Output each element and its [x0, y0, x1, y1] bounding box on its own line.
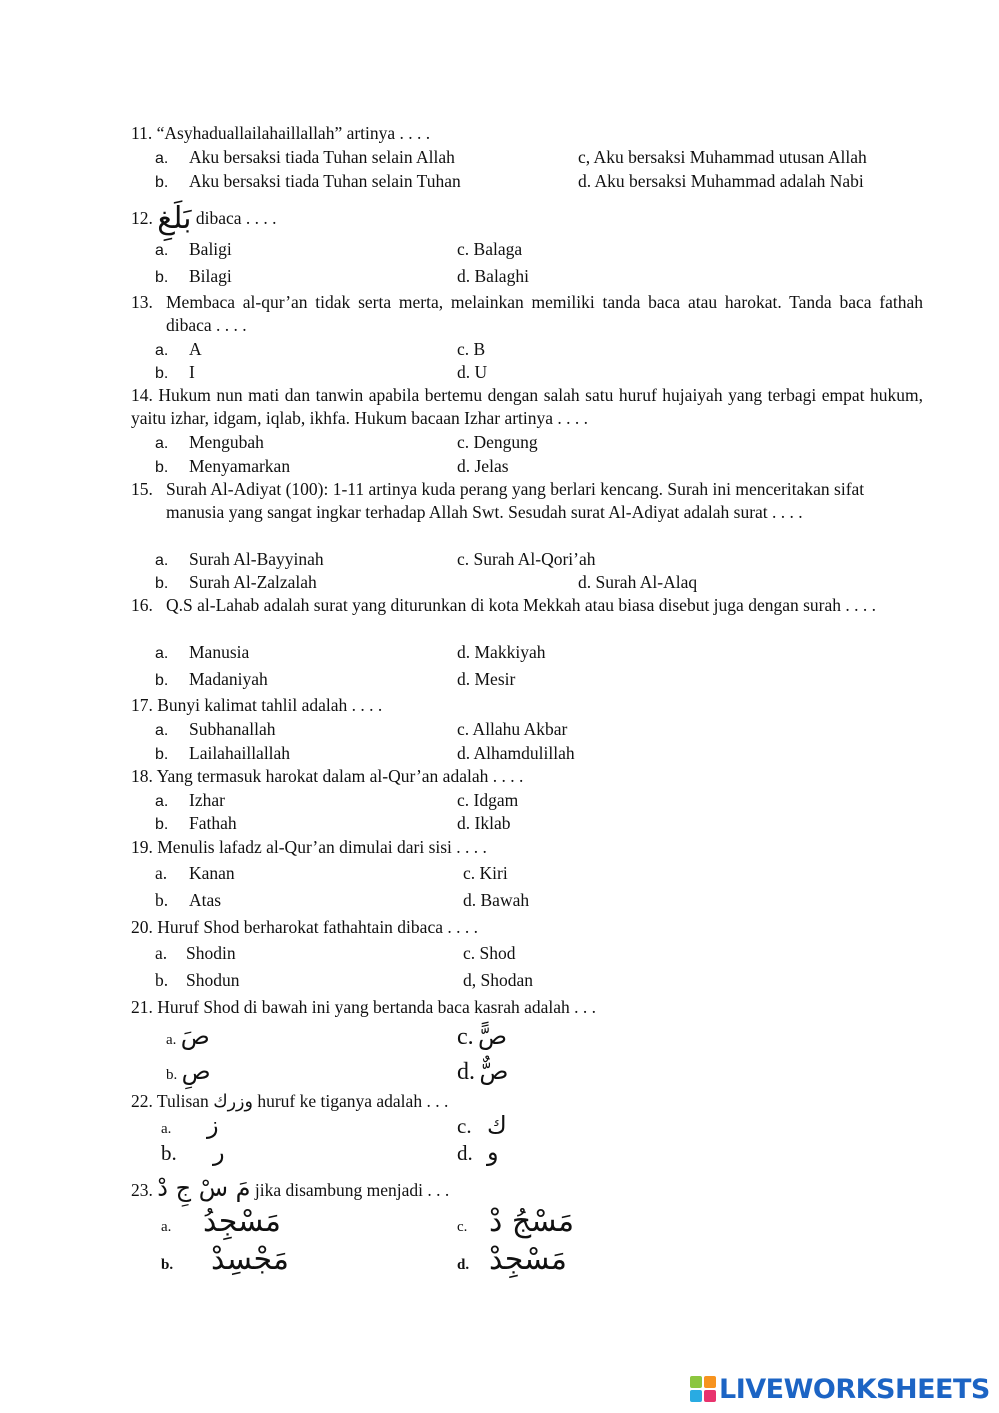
question-15-stem: Surah Al-Adiyat (100): 1-11 artinya kuda perang yang berlari kencang. Surah ini menceritakan sifat manusia yang sangat ingkar terhadap Allah Swt. Sesudah surat Al-Adiyat adalah surat . . . .: [166, 479, 865, 522]
q16-option-b[interactable]: b. Madaniyah: [155, 669, 268, 689]
q17-option-c[interactable]: c. Allahu Akbar: [457, 719, 568, 739]
question-21-stem: 21. Huruf Shod di bawah ini yang bertanda baca kasrah adalah . . .: [131, 997, 597, 1017]
q23-arabic-letters: مَ سْ جِ دْ: [157, 1174, 251, 1202]
q21-option-b[interactable]: b. صِ: [166, 1057, 211, 1085]
question-16-number: 16.: [131, 595, 153, 615]
q18-option-c[interactable]: c. Idgam: [457, 790, 519, 810]
question-22-stem: 22. Tulisan وزرك huruf ke tiganya adalah . . .: [131, 1091, 449, 1112]
q19-option-c[interactable]: c. Kiri: [463, 863, 508, 883]
question-19-stem: 19. Menulis lafadz al-Qur’an dimulai dari sisi . . . .: [131, 837, 487, 857]
q11-option-d[interactable]: d. Aku bersaksi Muhammad adalah Nabi: [578, 171, 864, 191]
q12-arabic-word: بَلَغِ: [157, 201, 192, 236]
question-16-stem: Q.S al-Lahab adalah surat yang diturunkan di kota Mekkah atau biasa disebut juga dengan surah . . . .: [166, 595, 877, 615]
q12-option-c[interactable]: c. Balaga: [457, 239, 523, 259]
q14-option-a[interactable]: a. Mengubah: [155, 432, 264, 452]
q13-option-b[interactable]: b. I: [155, 362, 195, 382]
q15-option-d[interactable]: d. Surah Al-Alaq: [578, 572, 698, 592]
brand-name: LIVEWORKSHEETS: [719, 1373, 990, 1405]
question-23-stem: 23. مَ سْ جِ دْ jika disambung menjadi . . .: [131, 1174, 450, 1202]
q16-option-d[interactable]: d. Mesir: [457, 669, 516, 689]
question-12-stem: 12. بَلَغِ dibaca . . . .: [131, 201, 277, 236]
q14-option-b[interactable]: b. Menyamarkan: [155, 456, 291, 476]
q21-option-d[interactable]: d. صٌّ: [457, 1057, 509, 1085]
q18-option-d[interactable]: d. Iklab: [457, 813, 511, 833]
liveworksheets-logo[interactable]: [690, 1374, 990, 1404]
question-13-stem: Membaca al-qur’an tidak serta merta, melainkan memiliki tanda baca atau harokat. Tanda baca fathah dibaca . . . .: [166, 292, 923, 335]
q12-option-d[interactable]: d. Balaghi: [457, 266, 529, 286]
q23-option-a[interactable]: a. مَسْجِدُ: [161, 1204, 281, 1239]
q15-option-b[interactable]: b. Surah Al-Zalzalah: [155, 572, 317, 592]
q11-option-c[interactable]: c, Aku bersaksi Muhammad utusan Allah: [578, 147, 867, 167]
question-13-number: 13.: [131, 292, 153, 312]
q14-option-c[interactable]: c. Dengung: [457, 432, 538, 452]
q11-option-a[interactable]: a. Aku bersaksi tiada Tuhan selain Allah: [155, 147, 455, 167]
question-17-stem: 17. Bunyi kalimat tahlil adalah . . . .: [131, 695, 383, 715]
q20-option-d[interactable]: d, Shodan: [463, 970, 533, 990]
q13-option-a[interactable]: a. A: [155, 339, 202, 359]
q15-option-a[interactable]: a. Surah Al-Bayyinah: [155, 549, 324, 569]
q20-option-a[interactable]: a. Shodin: [155, 943, 236, 963]
q12-option-a[interactable]: a. Baligi: [155, 239, 232, 259]
q22-option-d[interactable]: d. و: [457, 1138, 499, 1166]
question-18-stem: 18. Yang termasuk harokat dalam al-Qur’an adalah . . . .: [131, 766, 524, 786]
q17-option-b[interactable]: b. Lailahaillallah: [155, 743, 291, 763]
q11-option-b[interactable]: b. Aku bersaksi tiada Tuhan selain Tuhan: [155, 171, 461, 191]
q15-option-c[interactable]: c. Surah Al-Qori’ah: [457, 549, 596, 569]
question-20-stem: 20. Huruf Shod berharokat fathahtain dibaca . . . .: [131, 917, 478, 937]
q19-option-d[interactable]: d. Bawah: [463, 890, 530, 910]
q19-option-a[interactable]: a. Kanan: [155, 863, 235, 883]
question-15-number: 15.: [131, 479, 153, 499]
q23-option-d[interactable]: d. مَسْجِدْ: [457, 1242, 567, 1277]
q13-option-c[interactable]: c. B: [457, 339, 486, 359]
q20-option-b[interactable]: b. Shodun: [155, 970, 240, 990]
q18-option-a[interactable]: a. Izhar: [155, 790, 225, 810]
q22-option-b[interactable]: b. ر: [161, 1138, 225, 1166]
q12-option-b[interactable]: b. Bilagi: [155, 266, 232, 286]
q20-option-c[interactable]: c. Shod: [463, 943, 516, 963]
q17-option-a[interactable]: a. Subhanallah: [155, 719, 276, 739]
q21-option-a[interactable]: a. صَ: [166, 1022, 210, 1050]
q13-option-d[interactable]: d. U: [457, 362, 488, 382]
q16-option-c[interactable]: d. Makkiyah: [457, 642, 546, 662]
liveworksheets-logo-icon: [690, 1376, 716, 1402]
q19-option-b[interactable]: b. Atas: [155, 890, 222, 910]
q22-option-c[interactable]: c. ك: [457, 1111, 507, 1139]
q23-option-c[interactable]: c. مَسْجُ دْ: [457, 1204, 575, 1239]
question-14-stem: 14. Hukum nun mati dan tanwin apabila bertemu dengan salah satu huruf hujaiyah yang terbagi empat hukum, yaitu izhar, idgam, iqlab, ikhfa. Hukum bacaan Izhar artinya . . . .: [131, 385, 923, 428]
q18-option-b[interactable]: b. Fathah: [155, 813, 237, 833]
q17-option-d[interactable]: d. Alhamdulillah: [457, 743, 575, 763]
q22-arabic-word: وزرك: [213, 1092, 253, 1112]
q14-option-d[interactable]: d. Jelas: [457, 456, 509, 476]
q23-option-b[interactable]: b. مَجْسِدْ: [161, 1242, 289, 1277]
q22-option-a[interactable]: a. ز: [161, 1111, 219, 1139]
q21-option-c[interactable]: c. صًّ: [457, 1022, 508, 1050]
question-11-stem: 11. “Asyhaduallailahaillallah” artinya . . . .: [131, 123, 431, 143]
q16-option-a[interactable]: a. Manusia: [155, 642, 250, 662]
